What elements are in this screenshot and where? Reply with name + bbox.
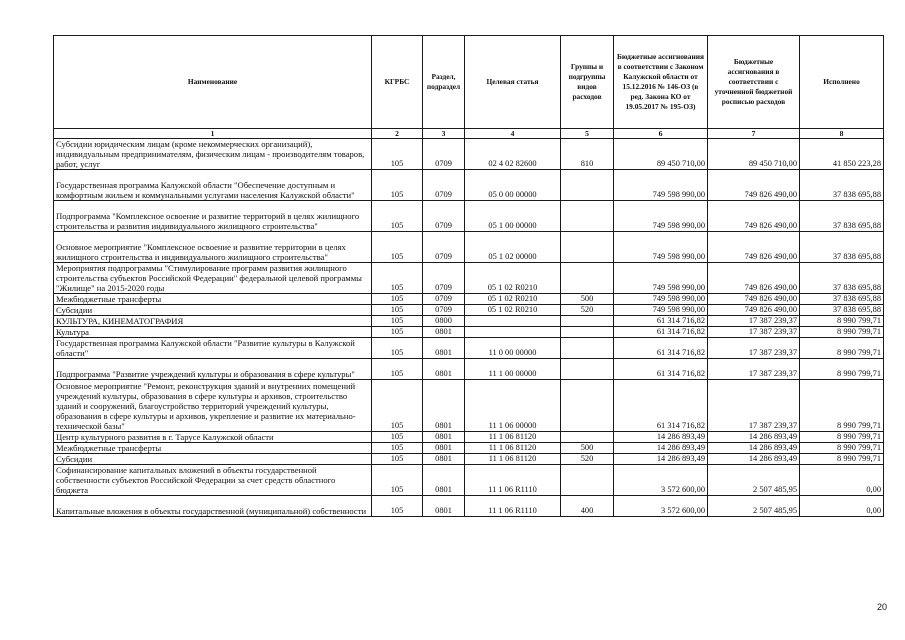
cell-target: 11 1 06 81120 <box>465 432 561 443</box>
cell-name: Субсидии юридическим лицам (кроме некоммерческих организаций), индивидуальным предпринимателям, физическим лицам - производителям товаров, работ, услуг <box>54 139 372 170</box>
cell-target: 05 1 02 R0210 <box>465 263 561 294</box>
cell-law: 749 598 990,00 <box>614 201 708 232</box>
header-section: Раздел, подраздел <box>423 36 465 129</box>
cell-executed: 0,00 <box>800 496 884 517</box>
table-row <box>54 316 884 327</box>
table-row <box>54 327 884 338</box>
cell-target: 11 1 06 81120 <box>465 454 561 465</box>
header-executed: Исполнено <box>800 36 884 129</box>
table-row <box>54 263 884 294</box>
cell-target <box>465 327 561 338</box>
header-refined: Бюджетные ассигнования в соответствии с уточненной бюджетной росписью расходов <box>708 36 800 129</box>
cell-executed: 41 850 223,28 <box>800 139 884 170</box>
table-row <box>54 465 884 496</box>
cell-law: 749 598 990,00 <box>614 263 708 294</box>
cell-refined: 89 450 710,00 <box>708 139 800 170</box>
cell-section: 0709 <box>423 294 465 305</box>
table-row <box>54 170 884 201</box>
table-row <box>54 305 884 316</box>
cell-target <box>465 316 561 327</box>
cell-executed: 0,00 <box>800 465 884 496</box>
cell-executed: 8 990 799,71 <box>800 338 884 359</box>
cell-executed: 8 990 799,71 <box>800 454 884 465</box>
cell-group <box>561 327 614 338</box>
page-number: 20 <box>876 602 887 612</box>
cell-name: Основное мероприятие "Ремонт, реконструкция зданий и внутренних помещений учреждений культуры, образования в сфере культуры и архивов, строительство зданий и сооружений, благоустройство территорий учреждений культуры, образования в сфере культуры и архивов, укрепление и развитие их материально-технической базы" <box>54 380 372 432</box>
budget-table-sheet <box>53 35 883 517</box>
cell-law: 14 286 893,49 <box>614 454 708 465</box>
cell-refined: 17 387 239,37 <box>708 359 800 380</box>
cell-section: 0709 <box>423 232 465 263</box>
table-row <box>54 201 884 232</box>
cell-kgrbs: 105 <box>372 201 423 232</box>
cell-group: 520 <box>561 454 614 465</box>
cell-refined: 14 286 893,49 <box>708 443 800 454</box>
cell-law: 749 598 990,00 <box>614 232 708 263</box>
cell-section: 0801 <box>423 359 465 380</box>
table-row <box>54 454 884 465</box>
header-groups: Группы и подгруппы видов расходов <box>561 36 614 129</box>
cell-name: Субсидии <box>54 454 372 465</box>
cell-kgrbs: 105 <box>372 263 423 294</box>
cell-kgrbs: 105 <box>372 327 423 338</box>
cell-refined: 749 826 490,00 <box>708 305 800 316</box>
cell-law: 14 286 893,49 <box>614 443 708 454</box>
cell-law: 61 314 716,82 <box>614 327 708 338</box>
table-row <box>54 139 884 170</box>
cell-name: КУЛЬТУРА, КИНЕМАТОГРАФИЯ <box>54 316 372 327</box>
cell-executed: 8 990 799,71 <box>800 327 884 338</box>
cell-refined: 17 387 239,37 <box>708 316 800 327</box>
cell-refined: 14 286 893,49 <box>708 432 800 443</box>
cell-target: 11 1 06 81120 <box>465 443 561 454</box>
cell-kgrbs: 105 <box>372 496 423 517</box>
header-row <box>54 36 884 129</box>
budget-table <box>53 35 884 517</box>
cell-kgrbs: 105 <box>372 432 423 443</box>
cell-target: 02 4 02 82600 <box>465 139 561 170</box>
cell-section: 0801 <box>423 338 465 359</box>
cell-executed: 8 990 799,71 <box>800 432 884 443</box>
cell-kgrbs: 105 <box>372 443 423 454</box>
cell-kgrbs: 105 <box>372 359 423 380</box>
cell-refined: 14 286 893,49 <box>708 454 800 465</box>
cell-law: 61 314 716,82 <box>614 338 708 359</box>
cell-law: 89 450 710,00 <box>614 139 708 170</box>
cell-law: 749 598 990,00 <box>614 305 708 316</box>
cell-kgrbs: 105 <box>372 465 423 496</box>
cell-section: 0801 <box>423 454 465 465</box>
cell-refined: 17 387 239,37 <box>708 327 800 338</box>
cell-refined: 749 826 490,00 <box>708 170 800 201</box>
cell-refined: 17 387 239,37 <box>708 338 800 359</box>
cell-refined: 2 507 485,95 <box>708 496 800 517</box>
cell-law: 61 314 716,82 <box>614 380 708 432</box>
cell-name: Государственная программа Калужской области "Обеспечение доступным и комфортным жильем и коммунальными услугами населения Калужской области" <box>54 170 372 201</box>
table-row <box>54 496 884 517</box>
col-num-7: 7 <box>708 129 800 139</box>
cell-law: 3 572 600,00 <box>614 465 708 496</box>
cell-refined: 749 826 490,00 <box>708 201 800 232</box>
cell-group <box>561 432 614 443</box>
cell-executed: 37 838 695,88 <box>800 201 884 232</box>
column-number-row <box>54 129 884 139</box>
cell-executed: 37 838 695,88 <box>800 170 884 201</box>
cell-executed: 8 990 799,71 <box>800 316 884 327</box>
table-row <box>54 294 884 305</box>
cell-section: 0801 <box>423 465 465 496</box>
header-target: Целевая статья <box>465 36 561 129</box>
cell-name: Мероприятия подпрограммы "Стимулирование программ развития жилищного строительства субъектов Российской Федерации" федеральной целевой программы "Жилище" на 2015-2020 годы <box>54 263 372 294</box>
cell-kgrbs: 105 <box>372 316 423 327</box>
table-row <box>54 432 884 443</box>
cell-name: Софинансирование капитальных вложений в объекты государственной собственности субъектов Российской Федерации за счет средств областного бюджета <box>54 465 372 496</box>
cell-name: Капитальные вложения в объекты государственной (муниципальной) собственности <box>54 496 372 517</box>
cell-group: 500 <box>561 294 614 305</box>
cell-group <box>561 263 614 294</box>
table-row <box>54 359 884 380</box>
cell-name: Межбюджетные трансферты <box>54 443 372 454</box>
cell-section: 0801 <box>423 380 465 432</box>
cell-section: 0709 <box>423 170 465 201</box>
cell-group: 500 <box>561 443 614 454</box>
cell-section: 0709 <box>423 139 465 170</box>
cell-target: 05 0 00 00000 <box>465 170 561 201</box>
cell-law: 3 572 600,00 <box>614 496 708 517</box>
cell-law: 61 314 716,82 <box>614 359 708 380</box>
cell-group: 810 <box>561 139 614 170</box>
cell-refined: 2 507 485,95 <box>708 465 800 496</box>
cell-law: 14 286 893,49 <box>614 432 708 443</box>
cell-target: 11 1 06 00000 <box>465 380 561 432</box>
cell-group <box>561 316 614 327</box>
header-name: Наименование <box>54 36 372 129</box>
cell-group <box>561 338 614 359</box>
cell-name: Субсидии <box>54 305 372 316</box>
cell-group: 520 <box>561 305 614 316</box>
cell-section: 0801 <box>423 496 465 517</box>
cell-kgrbs: 105 <box>372 305 423 316</box>
table-row <box>54 380 884 432</box>
cell-executed: 37 838 695,88 <box>800 232 884 263</box>
cell-name: Государственная программа Калужской области "Развитие культуры в Калужской области" <box>54 338 372 359</box>
col-num-5: 5 <box>561 129 614 139</box>
cell-target: 11 1 00 00000 <box>465 359 561 380</box>
cell-group <box>561 170 614 201</box>
cell-refined: 749 826 490,00 <box>708 294 800 305</box>
cell-name: Подпрограмма "Комплексное освоение и развитие территорий в целях жилищного строительства и развития индивидуального жилищного строительства" <box>54 201 372 232</box>
cell-group: 400 <box>561 496 614 517</box>
cell-group <box>561 201 614 232</box>
cell-kgrbs: 105 <box>372 232 423 263</box>
table-body <box>54 139 884 517</box>
cell-executed: 8 990 799,71 <box>800 380 884 432</box>
col-num-6: 6 <box>614 129 708 139</box>
cell-target: 11 1 06 R1110 <box>465 465 561 496</box>
cell-section: 0801 <box>423 327 465 338</box>
cell-name: Основное мероприятие "Комплексное освоение и развитие территории в целях жилищного строительства и индивидуального жилищного строительства" <box>54 232 372 263</box>
cell-executed: 37 838 695,88 <box>800 305 884 316</box>
cell-kgrbs: 105 <box>372 454 423 465</box>
cell-group <box>561 380 614 432</box>
col-num-4: 4 <box>465 129 561 139</box>
cell-target: 05 1 02 R0210 <box>465 294 561 305</box>
cell-law: 61 314 716,82 <box>614 316 708 327</box>
cell-group <box>561 232 614 263</box>
header-law: Бюджетные ассигнования в соответствии с Законом Калужской области от 15.12.2016 № 146-ОЗ (в ред. Закона КО от 19.05.2017 № 195-ОЗ) <box>614 36 708 129</box>
cell-name: Культура <box>54 327 372 338</box>
cell-target: 11 0 00 00000 <box>465 338 561 359</box>
cell-refined: 749 826 490,00 <box>708 263 800 294</box>
cell-group <box>561 359 614 380</box>
cell-section: 0709 <box>423 201 465 232</box>
cell-kgrbs: 105 <box>372 294 423 305</box>
cell-law: 749 598 990,00 <box>614 294 708 305</box>
cell-executed: 37 838 695,88 <box>800 263 884 294</box>
cell-executed: 37 838 695,88 <box>800 294 884 305</box>
cell-kgrbs: 105 <box>372 170 423 201</box>
header-kgrbs: КГРБС <box>372 36 423 129</box>
cell-law: 749 598 990,00 <box>614 170 708 201</box>
cell-name: Межбюджетные трансферты <box>54 294 372 305</box>
cell-executed: 8 990 799,71 <box>800 359 884 380</box>
cell-group <box>561 465 614 496</box>
cell-target: 05 1 02 R0210 <box>465 305 561 316</box>
cell-target: 05 1 00 00000 <box>465 201 561 232</box>
cell-name: Центр культурного развития в г. Тарусе Калужской области <box>54 432 372 443</box>
cell-refined: 17 387 239,37 <box>708 380 800 432</box>
cell-target: 05 1 02 00000 <box>465 232 561 263</box>
cell-section: 0800 <box>423 316 465 327</box>
cell-section: 0709 <box>423 305 465 316</box>
table-row <box>54 443 884 454</box>
cell-kgrbs: 105 <box>372 139 423 170</box>
cell-section: 0801 <box>423 443 465 454</box>
col-num-1: 1 <box>54 129 372 139</box>
col-num-3: 3 <box>423 129 465 139</box>
table-row <box>54 338 884 359</box>
cell-target: 11 1 06 R1110 <box>465 496 561 517</box>
table-row <box>54 232 884 263</box>
cell-section: 0709 <box>423 263 465 294</box>
cell-section: 0801 <box>423 432 465 443</box>
col-num-8: 8 <box>800 129 884 139</box>
col-num-2: 2 <box>372 129 423 139</box>
cell-kgrbs: 105 <box>372 380 423 432</box>
cell-executed: 8 990 799,71 <box>800 443 884 454</box>
cell-kgrbs: 105 <box>372 338 423 359</box>
cell-name: Подпрограмма "Развитие учреждений культуры и образования в сфере культуры" <box>54 359 372 380</box>
cell-refined: 749 826 490,00 <box>708 232 800 263</box>
